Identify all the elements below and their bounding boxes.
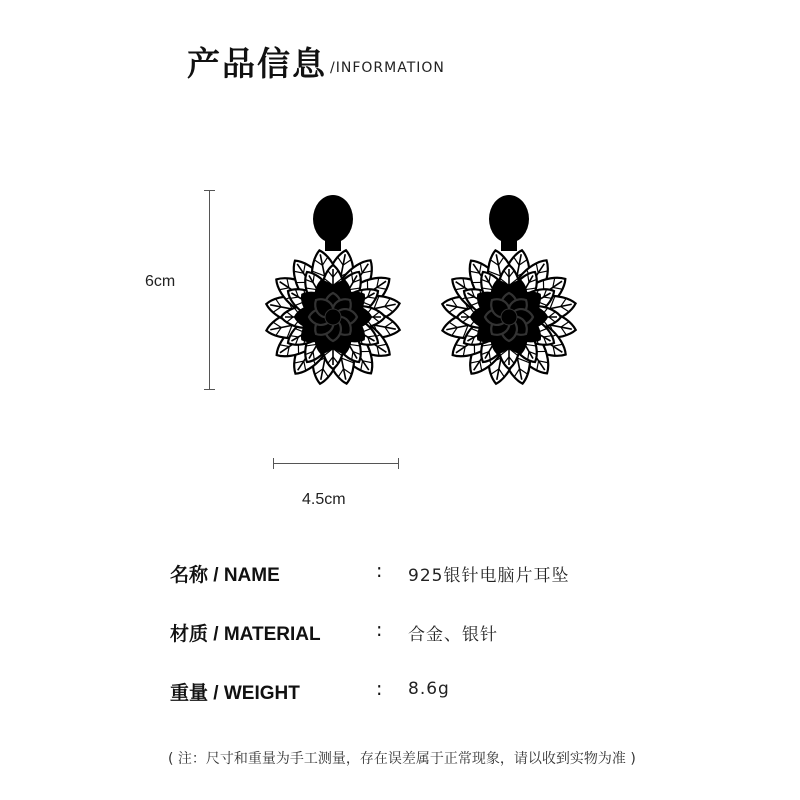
spec-value: 925银针电脑片耳坠 [408,566,570,586]
earring-left-image [258,192,408,412]
width-rule-cap-right [398,458,399,469]
spec-label: 名称 / NAME [170,565,280,586]
spec-colon: : [376,560,383,582]
spec-colon: : [376,619,383,641]
spec-value: 合金、银针 [408,625,498,645]
spec-row-material [170,619,730,678]
spec-label: 重量 / WEIGHT [170,683,300,704]
title-english: /INFORMATION [330,60,445,76]
spec-row-name [170,560,730,619]
height-rule [209,190,210,390]
spec-row-weight [170,678,730,737]
width-rule [273,463,399,464]
earring-right-image [434,192,584,412]
measurement-note: ( 注：尺寸和重量为手工测量，存在误差属于正常现象，请以收到实物为准 ) [168,751,636,767]
spec-colon: : [376,678,383,700]
spec-label: 材质 / MATERIAL [170,624,321,645]
height-label: 6cm [145,273,176,290]
spec-value: 8.6g [408,679,450,699]
width-label: 4.5cm [302,491,346,508]
page-title [187,40,445,84]
height-rule-cap-bottom [204,389,215,390]
title-chinese: 产品信息 [187,44,327,83]
spec-list [170,560,730,737]
